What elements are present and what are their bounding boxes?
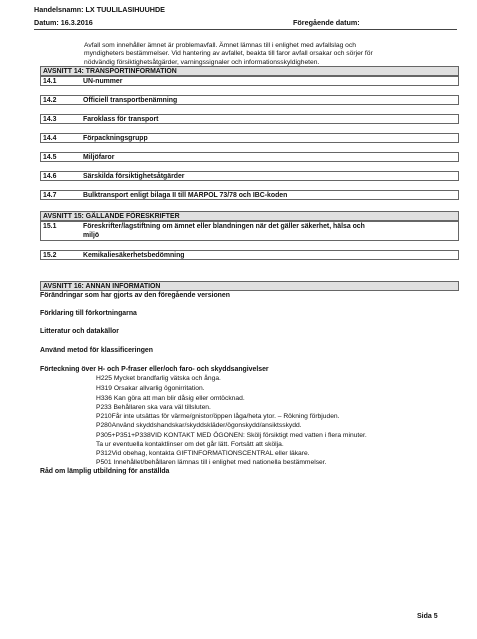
training-heading: Råd om lämplig utbildning för anställda xyxy=(40,468,170,475)
subsection-number: 14.1 xyxy=(43,78,57,85)
document-date: Datum: 16.3.2016 xyxy=(34,18,93,27)
abbreviations-heading: Förklaring till förkortningarna xyxy=(40,310,137,317)
subsection-14-1 xyxy=(40,76,459,86)
subsection-title: Faroklass för transport xyxy=(83,116,159,123)
phrase-item: H225 Mycket brandfarlig vätska och ånga. xyxy=(96,375,221,382)
subsection-14-3 xyxy=(40,114,459,124)
paragraph-line: Avfall som innehåller ämnet är problemavfall. Ämnet lämnas till i enlighet med avfallslag och xyxy=(84,42,356,49)
subsection-number: 14.7 xyxy=(43,192,57,199)
phrases-heading: Förteckning över H- och P-fraser eller/och faro- och skyddsangivelser xyxy=(40,366,269,373)
paragraph-line: myndigheters bestämmelser. Vid hantering av avfallet, beakta till faror avfall orsakar och sörjer för xyxy=(84,50,373,58)
subsection-14-2 xyxy=(40,95,459,105)
subsection-title: UN-nummer xyxy=(83,78,123,85)
subsection-14-7 xyxy=(40,190,459,200)
subsection-title-line: miljö xyxy=(83,231,100,239)
phrase-item: P501 Innehållet/behållaren lämnas till i enlighet med nationella bestämmelser. xyxy=(96,459,327,466)
subsection-number: 14.6 xyxy=(43,173,57,180)
trade-name: Handelsnamn: LX TUULILASIHUUHDE xyxy=(34,5,165,14)
subsection-14-6 xyxy=(40,171,459,181)
section-14-heading: AVSNITT 14: TRANSPORTINFORMATION xyxy=(40,66,459,76)
subsection-title: Särskilda försiktighetsåtgärder xyxy=(83,173,185,180)
subsection-title: Bulktransport enligt bilaga II till MARPOL 73/78 och IBC-koden xyxy=(83,192,288,199)
phrase-item: P312Vid obehag, kontakta GIFTINFORMATIONSCENTRAL eller läkare. xyxy=(96,450,310,457)
disposal-paragraph xyxy=(84,42,454,67)
previous-date: Föregående datum: xyxy=(293,18,360,27)
subsection-title: Kemikaliesäkerhetsbedömning xyxy=(83,252,185,259)
page-number: Sida 5 xyxy=(417,613,438,620)
subsection-title: Miljöfaror xyxy=(83,154,115,161)
subsection-title-line: Föreskrifter/lagstiftning om ämnet eller blandningen när det gäller säkerhet, hälsa och xyxy=(83,223,365,230)
section-16-heading: AVSNITT 16: ANNAN INFORMATION xyxy=(40,281,459,291)
subsection-number: 14.2 xyxy=(43,97,57,104)
header-divider xyxy=(34,29,457,30)
subsection-14-5 xyxy=(40,152,459,162)
subsection-14-4 xyxy=(40,133,459,143)
phrase-item: P280Använd skyddshandskar/skyddskläder/ögonskydd/ansiktsskydd. xyxy=(96,422,302,429)
changes-heading: Förändringar som har gjorts av den föregående versionen xyxy=(40,292,230,299)
phrase-item: H336 Kan göra att man blir dåsig eller omtöcknad. xyxy=(96,395,245,402)
subsection-number: 15.1 xyxy=(43,223,57,230)
phrase-item: H319 Orsakar allvarlig ögonirritation. xyxy=(96,385,205,392)
subsection-number: 14.5 xyxy=(43,154,57,161)
section-15-heading: AVSNITT 15: GÄLLANDE FÖRESKRIFTER xyxy=(40,211,459,221)
literature-heading: Litteratur och datakällor xyxy=(40,328,119,335)
phrase-item: P233 Behållaren ska vara väl tillsluten. xyxy=(96,404,211,411)
classification-method-heading: Använd metod för klassificeringen xyxy=(40,347,153,354)
subsection-number: 14.3 xyxy=(43,116,57,123)
phrase-item: Ta ur eventuella kontaktlinser om det går lätt. Fortsätt att skölja. xyxy=(96,441,284,448)
subsection-15-1 xyxy=(40,221,459,241)
subsection-title: Officiell transportbenämning xyxy=(83,97,178,104)
subsection-number: 14.4 xyxy=(43,135,57,142)
subsection-number: 15.2 xyxy=(43,252,57,259)
subsection-title: Förpackningsgrupp xyxy=(83,135,148,142)
phrase-item: P305+P351+P338VID KONTAKT MED ÖGONEN: Skölj försiktigt med vatten i flera minuter. xyxy=(96,432,367,439)
phrase-item: P210Får inte utsättas för värme/gnistor/öppen låga/heta ytor. – Rökning förbjuden. xyxy=(96,413,340,420)
subsection-title xyxy=(83,223,453,240)
paragraph-line: nödvändig försiktighetsåtgärder, varningssignaler och informationsskyldigheten. xyxy=(84,58,320,66)
subsection-15-2 xyxy=(40,250,459,260)
